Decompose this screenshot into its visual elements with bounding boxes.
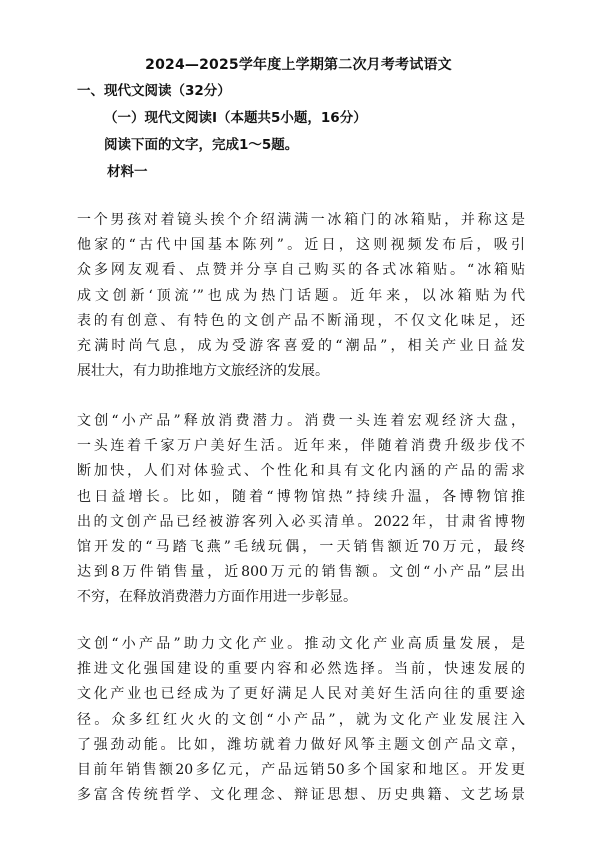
paragraph-1 (77, 208, 525, 384)
paragraph-line: 一个男孩对着镜头挨个介绍满满一冰箱门的冰箱贴，并称这是 (77, 212, 525, 228)
material-label: 材料一 (107, 164, 148, 180)
paragraph-line: 表的有创意、有特色的文创产品不断涌现，不仅文化味足，还 (77, 312, 525, 329)
exam-title: 2024—2025学年度上学期第二次月考考试语文 (145, 57, 452, 73)
paragraph-line: 不穷，在释放消费潜力方面作用进一步彰显。 (77, 589, 357, 606)
reading-instruction: 阅读下面的文字，完成1～5题。 (104, 137, 299, 153)
paragraph-line: 文化产业也已经成为了更好满足人民对美好生活向往的重要途 (77, 686, 525, 703)
paragraph-line: 一头连着千家万户美好生活。近年来，伴随着消费升级步伐不 (77, 438, 525, 455)
paragraph-line: 成文创新‘顶流’”也成为热门话题。近年来，以冰箱贴为代 (77, 287, 525, 304)
paragraph-line: 目前年销售额20多亿元，产品远销50多个国家和地区。开发更 (77, 761, 525, 778)
paragraph-line: 推进文化强国建设的重要内容和必然选择。当前，快速发展的 (77, 661, 525, 678)
paragraph-line: 充满时尚气息，成为受游客喜爱的“潮品”，相关产业日益发 (77, 337, 525, 354)
paragraph-line: 断加快，人们对体验式、个性化和具有文化内涵的产品的需求 (77, 463, 525, 480)
paragraph-line: 展壮大，有力助推地方文旅经济的发展。 (77, 363, 329, 380)
paragraph-line: 径。众多红红火火的文创“小产品”，就为文化产业发展注入 (77, 711, 525, 728)
paragraph-line: 出的文创产品已经被游客列入必买清单。2022年，甘肃省博物 (77, 513, 525, 530)
paragraph-3 (77, 632, 525, 808)
paragraph-line: 也日益增长。比如，随着“博物馆热”持续升温，各博物馆推 (77, 488, 525, 505)
paragraph-line: 文创“小产品”助力文化产业。推动文化产业高质量发展，是 (77, 636, 525, 652)
paragraph-line: 了强劲动能。比如，潍坊就着力做好风筝主题文创产品文章， (77, 736, 525, 753)
paragraph-line: 达到8万件销售量，近800万元的销售额。文创“小产品”层出 (77, 564, 525, 581)
paragraph-line: 馆开发的“马踏飞燕”毛绒玩偶，一天销售额近70万元，最终 (77, 538, 525, 555)
paragraph-line: 他家的“古代中国基本陈列”。近日，这则视频发布后，吸引 (77, 237, 525, 254)
paragraph-line: 众多网友观看、点赞并分享自己购买的各式冰箱贴。“冰箱贴 (77, 262, 525, 279)
paragraph-line: 多富含传统哲学、文化理念、辩证思想、历史典籍、文艺场景 (77, 787, 525, 804)
paragraph-line: 文创“小产品”释放消费潜力。消费一头连着宏观经济大盘， (77, 413, 525, 429)
paragraph-2 (77, 409, 525, 611)
subsection-heading: （一）现代文阅读Ⅰ（本题共5小题，16分） (104, 110, 367, 126)
section-heading: 一、现代文阅读（32分） (77, 83, 231, 99)
